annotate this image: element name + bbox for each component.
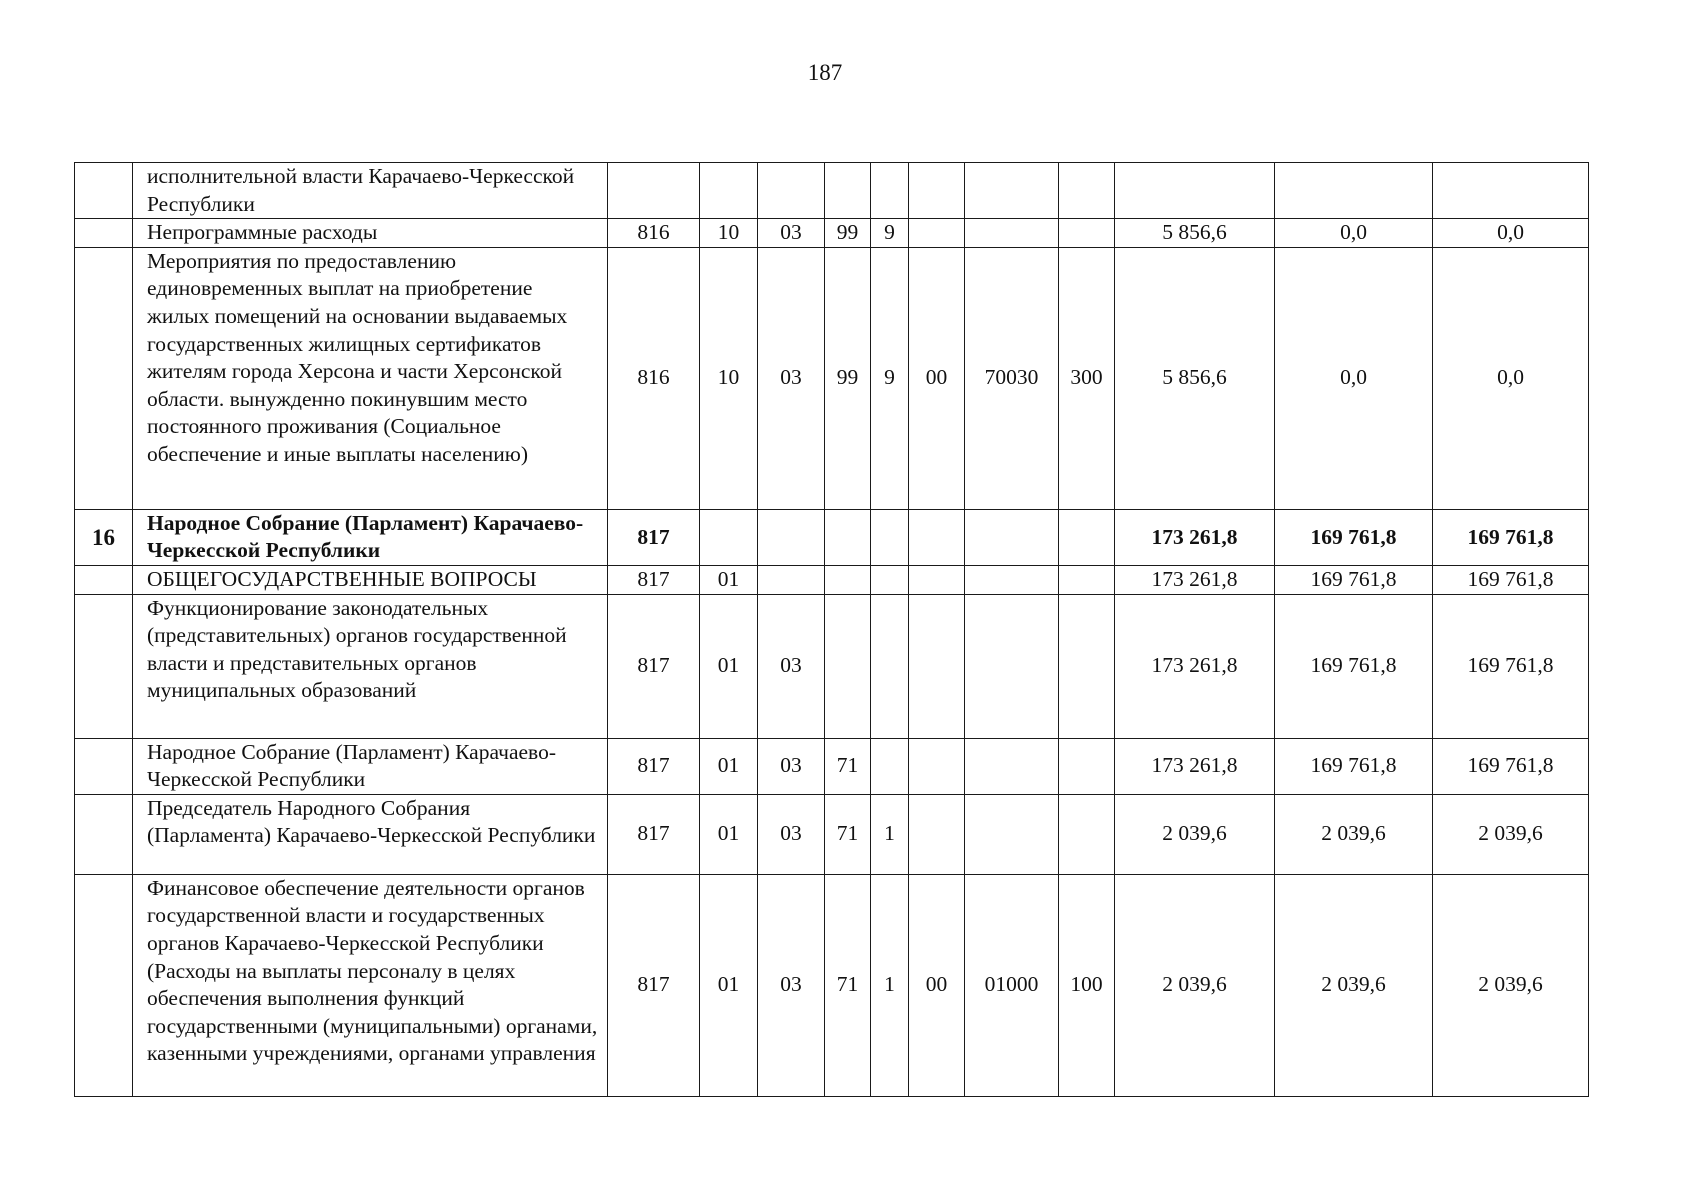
code-subsection-cell: 03 bbox=[758, 219, 825, 248]
code-subsection-cell: 03 bbox=[758, 247, 825, 509]
code-subsection-cell: 03 bbox=[758, 874, 825, 1096]
code-direction-cell bbox=[965, 794, 1059, 874]
code-ministry-cell: 817 bbox=[608, 565, 700, 594]
table-row bbox=[75, 565, 1589, 594]
code-main-event-cell bbox=[909, 794, 965, 874]
amount-year1-cell bbox=[1115, 163, 1275, 219]
amount-year2-cell: 169 761,8 bbox=[1275, 738, 1433, 794]
amount-year3-cell: 2 039,6 bbox=[1433, 794, 1589, 874]
amount-year2-cell: 169 761,8 bbox=[1275, 594, 1433, 738]
code-expense-type-cell bbox=[1059, 219, 1115, 248]
amount-year3-cell: 0,0 bbox=[1433, 219, 1589, 248]
code-subprogram-cell bbox=[871, 509, 909, 565]
code-expense-type-cell bbox=[1059, 163, 1115, 219]
row-number-cell bbox=[75, 594, 133, 738]
code-section-cell bbox=[700, 163, 758, 219]
amount-year2-cell: 2 039,6 bbox=[1275, 794, 1433, 874]
code-program-cell bbox=[825, 565, 871, 594]
code-ministry-cell: 817 bbox=[608, 738, 700, 794]
code-subprogram-cell: 9 bbox=[871, 247, 909, 509]
table-row bbox=[75, 738, 1589, 794]
amount-year1-cell: 5 856,6 bbox=[1115, 247, 1275, 509]
row-number-cell bbox=[75, 219, 133, 248]
code-main-event-cell: 00 bbox=[909, 247, 965, 509]
row-name-cell: Председатель Народного Собрания (Парламента) Карачаево-Черкесской Республики bbox=[133, 794, 608, 874]
code-expense-type-cell bbox=[1059, 594, 1115, 738]
code-subprogram-cell: 1 bbox=[871, 794, 909, 874]
amount-year2-cell: 169 761,8 bbox=[1275, 509, 1433, 565]
code-expense-type-cell: 300 bbox=[1059, 247, 1115, 509]
code-main-event-cell bbox=[909, 509, 965, 565]
code-direction-cell bbox=[965, 163, 1059, 219]
amount-year3-cell bbox=[1433, 163, 1589, 219]
table-row bbox=[75, 247, 1589, 509]
code-program-cell: 99 bbox=[825, 219, 871, 248]
code-subprogram-cell: 1 bbox=[871, 874, 909, 1096]
amount-year1-cell: 173 261,8 bbox=[1115, 738, 1275, 794]
code-subsection-cell: 03 bbox=[758, 594, 825, 738]
amount-year1-cell: 2 039,6 bbox=[1115, 794, 1275, 874]
code-program-cell bbox=[825, 594, 871, 738]
amount-year2-cell: 2 039,6 bbox=[1275, 874, 1433, 1096]
row-name-cell: Мероприятия по предоставлению единовременных выплат на приобретение жилых помещений на основании выдаваемых государственных жилищных сертификатов жителям города Херсона и части Херсонской области. вынужденно покинувшим место постоянного проживания (Социальное обеспечение и иные выплаты населению) bbox=[133, 247, 608, 509]
code-section-cell: 01 bbox=[700, 594, 758, 738]
amount-year3-cell: 169 761,8 bbox=[1433, 565, 1589, 594]
amount-year1-cell: 2 039,6 bbox=[1115, 874, 1275, 1096]
row-number-cell bbox=[75, 163, 133, 219]
code-main-event-cell bbox=[909, 565, 965, 594]
row-number-cell bbox=[75, 874, 133, 1096]
table-row bbox=[75, 874, 1589, 1096]
code-expense-type-cell bbox=[1059, 509, 1115, 565]
code-program-cell bbox=[825, 509, 871, 565]
amount-year2-cell: 169 761,8 bbox=[1275, 565, 1433, 594]
code-main-event-cell: 00 bbox=[909, 874, 965, 1096]
code-direction-cell bbox=[965, 509, 1059, 565]
row-name-cell: Функционирование законодательных (представительных) органов государственной власти и представительных органов муниципальных образований bbox=[133, 594, 608, 738]
budget-table bbox=[74, 162, 1589, 1097]
code-ministry-cell: 817 bbox=[608, 594, 700, 738]
code-program-cell: 99 bbox=[825, 247, 871, 509]
amount-year3-cell: 0,0 bbox=[1433, 247, 1589, 509]
row-name-cell: Народное Собрание (Парламент) Карачаево-Черкесской Республики bbox=[133, 738, 608, 794]
code-direction-cell: 70030 bbox=[965, 247, 1059, 509]
code-direction-cell bbox=[965, 219, 1059, 248]
amount-year1-cell: 173 261,8 bbox=[1115, 565, 1275, 594]
page-number: 187 bbox=[807, 60, 843, 85]
row-number-cell bbox=[75, 247, 133, 509]
code-expense-type-cell bbox=[1059, 738, 1115, 794]
code-direction-cell bbox=[965, 594, 1059, 738]
amount-year1-cell: 173 261,8 bbox=[1115, 594, 1275, 738]
code-subprogram-cell bbox=[871, 594, 909, 738]
code-subsection-cell bbox=[758, 163, 825, 219]
amount-year2-cell bbox=[1275, 163, 1433, 219]
code-main-event-cell bbox=[909, 163, 965, 219]
amount-year3-cell: 169 761,8 bbox=[1433, 738, 1589, 794]
code-section-cell bbox=[700, 509, 758, 565]
code-section-cell: 01 bbox=[700, 565, 758, 594]
code-program-cell bbox=[825, 163, 871, 219]
row-name-cell: Народное Собрание (Парламент) Карачаево-Черкесской Республики bbox=[133, 509, 608, 565]
amount-year1-cell: 173 261,8 bbox=[1115, 509, 1275, 565]
amount-year3-cell: 2 039,6 bbox=[1433, 874, 1589, 1096]
table-row bbox=[75, 594, 1589, 738]
row-name-cell: Финансовое обеспечение деятельности органов государственной власти и государственных органов Карачаево-Черкесской Республики (Расходы на выплаты персоналу в целях обеспечения выполнения функций государственными (муниципальными) органами, казенными учреждениями, органами управления bbox=[133, 874, 608, 1096]
code-subsection-cell bbox=[758, 565, 825, 594]
code-subsection-cell bbox=[758, 509, 825, 565]
code-ministry-cell: 817 bbox=[608, 874, 700, 1096]
table-row bbox=[75, 163, 1589, 219]
code-program-cell: 71 bbox=[825, 738, 871, 794]
code-subprogram-cell: 9 bbox=[871, 219, 909, 248]
code-subprogram-cell bbox=[871, 565, 909, 594]
row-number-cell bbox=[75, 565, 133, 594]
code-section-cell: 10 bbox=[700, 247, 758, 509]
amount-year1-cell: 5 856,6 bbox=[1115, 219, 1275, 248]
code-subsection-cell: 03 bbox=[758, 794, 825, 874]
code-expense-type-cell: 100 bbox=[1059, 874, 1115, 1096]
table-body bbox=[75, 163, 1589, 1097]
code-expense-type-cell bbox=[1059, 565, 1115, 594]
amount-year2-cell: 0,0 bbox=[1275, 247, 1433, 509]
table-row bbox=[75, 219, 1589, 248]
amount-year3-cell: 169 761,8 bbox=[1433, 509, 1589, 565]
code-program-cell: 71 bbox=[825, 794, 871, 874]
amount-year2-cell: 0,0 bbox=[1275, 219, 1433, 248]
row-name-cell: ОБЩЕГОСУДАРСТВЕННЫЕ ВОПРОСЫ bbox=[133, 565, 608, 594]
code-section-cell: 01 bbox=[700, 794, 758, 874]
row-number-cell: 16 bbox=[75, 509, 133, 565]
row-number-cell bbox=[75, 794, 133, 874]
code-main-event-cell bbox=[909, 219, 965, 248]
table-row bbox=[75, 509, 1589, 565]
code-section-cell: 01 bbox=[700, 874, 758, 1096]
row-name-cell: исполнительной власти Карачаево-Черкесской Республики bbox=[133, 163, 608, 219]
code-ministry-cell bbox=[608, 163, 700, 219]
code-subsection-cell: 03 bbox=[758, 738, 825, 794]
code-ministry-cell: 817 bbox=[608, 794, 700, 874]
amount-year3-cell: 169 761,8 bbox=[1433, 594, 1589, 738]
code-subprogram-cell bbox=[871, 163, 909, 219]
code-subprogram-cell bbox=[871, 738, 909, 794]
row-name-cell: Непрограммные расходы bbox=[133, 219, 608, 248]
code-section-cell: 01 bbox=[700, 738, 758, 794]
row-number-cell bbox=[75, 738, 133, 794]
code-main-event-cell bbox=[909, 594, 965, 738]
code-direction-cell bbox=[965, 565, 1059, 594]
code-program-cell: 71 bbox=[825, 874, 871, 1096]
code-direction-cell bbox=[965, 738, 1059, 794]
code-main-event-cell bbox=[909, 738, 965, 794]
code-ministry-cell: 816 bbox=[608, 247, 700, 509]
code-ministry-cell: 817 bbox=[608, 509, 700, 565]
table-row bbox=[75, 794, 1589, 874]
code-direction-cell: 01000 bbox=[965, 874, 1059, 1096]
code-ministry-cell: 816 bbox=[608, 219, 700, 248]
code-expense-type-cell bbox=[1059, 794, 1115, 874]
code-section-cell: 10 bbox=[700, 219, 758, 248]
